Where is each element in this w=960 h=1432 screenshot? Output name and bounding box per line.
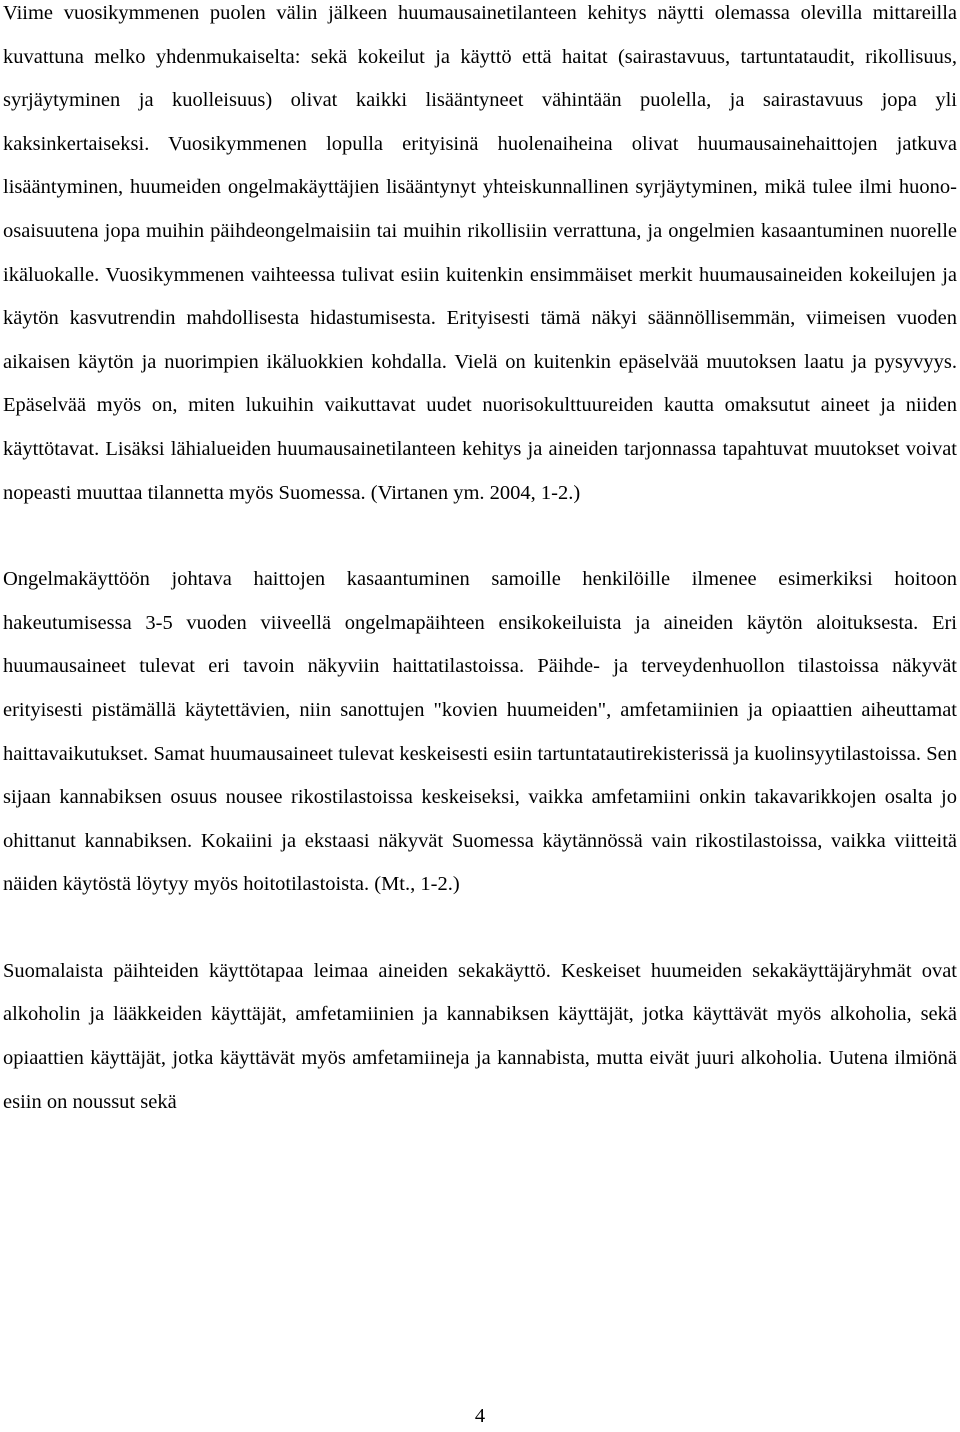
paragraph-problem-use: Ongelmakäyttöön johtava haittojen kasaantuminen samoille henkilöille ilmenee esimerkiksi hoitoon hakeutumisessa 3-5 vuoden viiveellä ongelmapäihteen ensikokeiluista ja aineiden käytön aloituksesta. Eri huumausaineet tulevat eri tavoin näkyviin haittatilastoissa. Päihde- ja terveydenhuollon tilastoissa näkyvät erityisesti pistämällä käytettävien, niin sanottujen "kovien huumeiden", amfetamiinien ja opiaattien aiheuttamat haittavaikutukset. Samat huumausaineet tulevat keskeisesti esiin tartuntatautirekisterissä ja kuolinsyytilastoissa. Sen sijaan kannabiksen osuus nousee rikostilastoissa keskeiseksi, vaikka amfetamiini onkin takavarikkojen osalta jo ohittanut kannabiksen. Kokaiini ja ekstaasi näkyvät Suomessa käytännössä vain rikostilastoissa, vaikka viitteitä näiden käytöstä löytyy myös hoitotilastoista. (Mt., 1-2.)	[3, 568, 957, 896]
paragraph-drug-trends: Viime vuosikymmenen puolen välin jälkeen huumausainetilanteen kehitys näytti olemassa olevilla mittareilla kuvattuna melko yhdenmukaiselta: sekä kokeilut ja käyttö että haitat (sairastavuus, tartuntataudit, rikollisuus, syrjäytyminen ja kuolleisuus) olivat kaikki lisääntyneet vähintään puolella, ja sairastavuus jopa yli kaksinkertaiseksi. Vuosikymmenen lopulla erityisinä huolenaiheina olivat huumausainehaittojen jatkuva lisääntyminen, huumeiden ongelmakäyttäjien lisääntynyt yhteiskunnallinen syrjäytyminen, mikä tulee ilmi huono-osaisuutena jopa muihin päihdeongelmaisiin tai muihin rikollisiin verrattuna, ja ongelmien kasaantuminen nuorelle ikäluokalle. Vuosikymmenen vaihteessa tulivat esiin kuitenkin ensimmäiset merkit huumausaineiden kokeilujen ja käytön kasvutrendin mahdollisesta hidastumisesta. Erityisesti tämä näkyi säännöllisemmän, viimeisen vuoden aikaisen käytön ja nuorimpien ikäluokkien kohdalla. Vielä on kuitenkin epäselvää muutoksen laatu ja pysyvyys. Epäselvää myös on, miten lukuihin vaikuttavat uudet nuorisokulttuureiden kautta omaksutut aineet ja niiden käyttötavat. Lisäksi lähialueiden huumausainetilanteen kehitys ja aineiden tarjonnassa tapahtuvat muutokset voivat nopeasti muuttaa tilannetta myös Suomessa. (Virtanen ym. 2004, 1-2.)	[3, 2, 957, 504]
paragraph-mixed-use: Suomalaista päihteiden käyttötapaa leimaa aineiden sekakäyttö. Keskeiset huumeiden sekakäyttäjäryhmät ovat alkoholin ja lääkkeiden käyttäjät, amfetamiinien ja kannabiksen käyttäjät, jotka käyttävät myös alkoholia, sekä opiaattien käyttäjät, jotka käyttävät myös amfetamiineja ja kannabista, mutta eivät juuri alkoholia. Uutena ilmiönä esiin on noussut sekä	[3, 959, 957, 1113]
page-number: 4	[474, 1405, 486, 1427]
